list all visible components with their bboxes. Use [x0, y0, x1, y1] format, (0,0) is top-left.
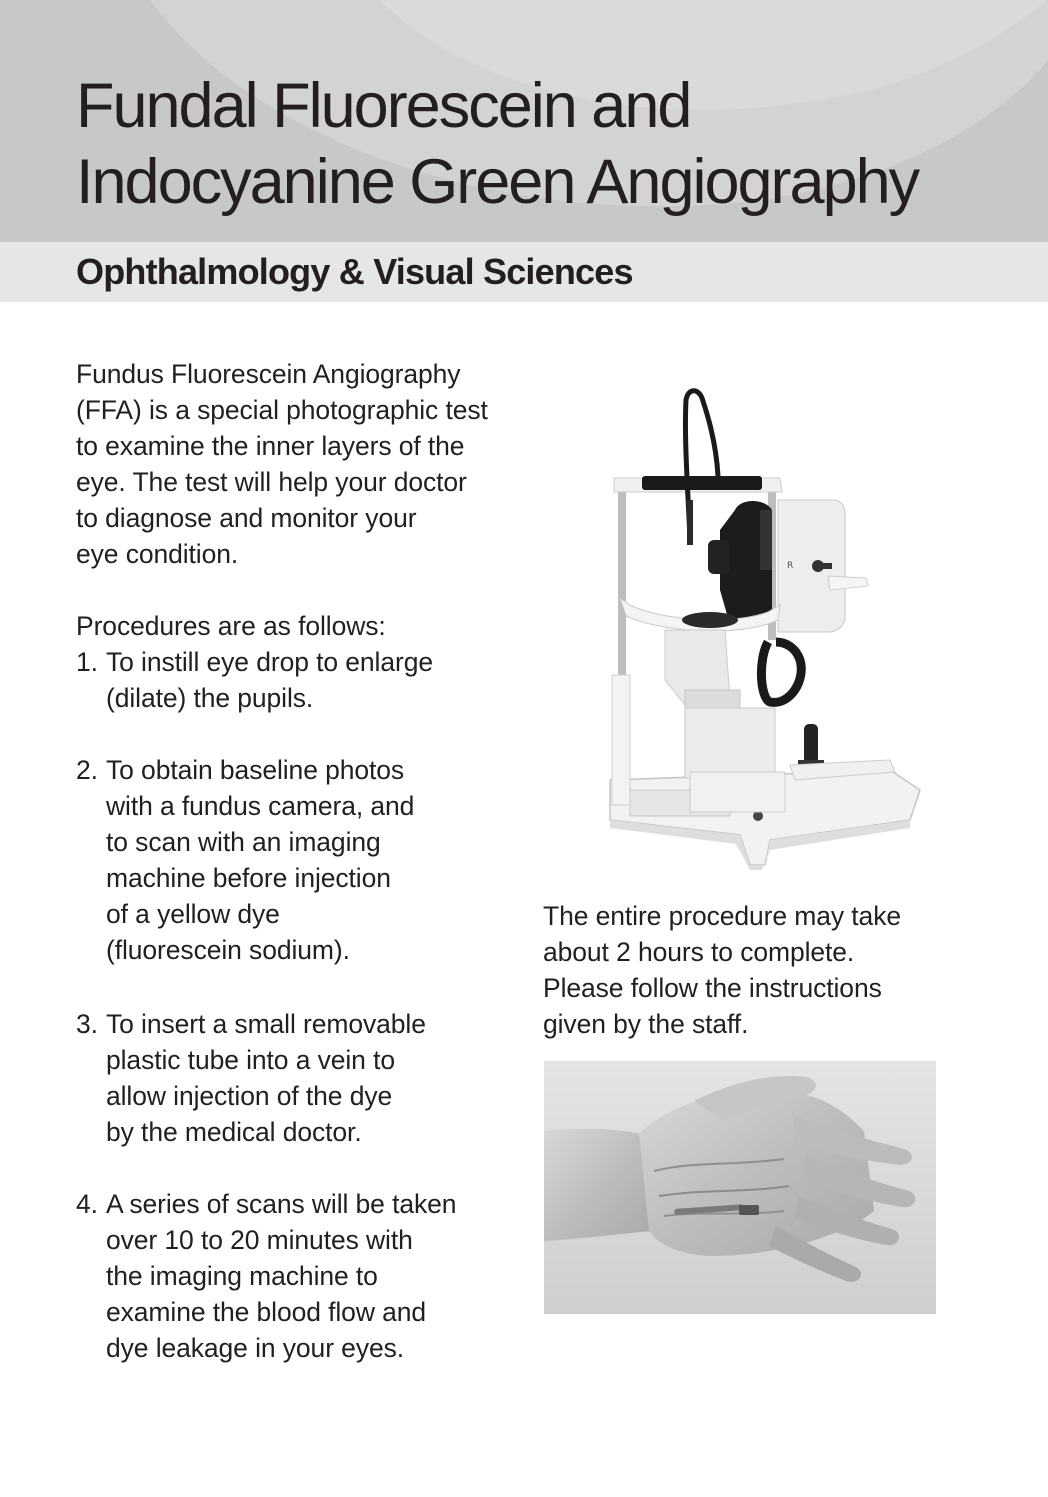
procedure-number: 4. [76, 1189, 98, 1219]
intro-line: to diagnose and monitor your [76, 503, 417, 533]
procedures-list [76, 644, 516, 1366]
machine-side-label: R [787, 561, 794, 571]
intro-line: eye. The test will help your doctor [76, 467, 467, 497]
note-line: given by the staff. [543, 1009, 749, 1039]
procedure-line: dye leakage in your eyes. [106, 1333, 405, 1363]
procedure-line: by the medical doctor. [106, 1117, 362, 1147]
procedure-line: allow injection of the dye [106, 1081, 393, 1111]
hand-illustration [544, 1061, 936, 1314]
procedure-number: 2. [76, 755, 98, 785]
hand-cannula-photo [544, 1061, 936, 1314]
procedure-line: To instill eye drop to enlarge [106, 647, 433, 677]
intro-paragraph [76, 356, 516, 572]
procedure-line: A series of scans will be taken [106, 1189, 457, 1219]
procedure-line: with a fundus camera, and [106, 791, 415, 821]
title-line-2: Indocyanine Green Angiography [76, 147, 919, 217]
title-line-1: Fundal Fluorescein and [76, 71, 691, 141]
page-title [76, 68, 918, 220]
procedure-line: To obtain baseline photos [106, 755, 405, 785]
procedure-line: to scan with an imaging [106, 827, 381, 857]
note-line: The entire procedure may take [543, 901, 901, 931]
intro-line: (FFA) is a special photographic test [76, 395, 488, 425]
intro-line: Fundus Fluorescein Angiography [76, 359, 461, 389]
procedure-line: the imaging machine to [106, 1261, 378, 1291]
intro-line: eye condition. [76, 539, 239, 569]
fundus-camera-image [590, 380, 930, 870]
procedure-number: 3. [76, 1009, 98, 1039]
procedure-line: machine before injection [106, 863, 391, 893]
procedure-item-1 [76, 644, 516, 716]
procedure-line: (fluorescein sodium). [106, 935, 350, 965]
procedure-duration-note [543, 898, 963, 1042]
procedure-line: examine the blood flow and [106, 1297, 427, 1327]
procedure-line: of a yellow dye [106, 899, 280, 929]
procedure-number: 1. [76, 647, 98, 677]
procedure-line: plastic tube into a vein to [106, 1045, 395, 1075]
procedure-item-3 [76, 1006, 516, 1150]
procedure-line: (dilate) the pupils. [106, 683, 314, 713]
note-line: about 2 hours to complete. [543, 937, 855, 967]
procedure-line: To insert a small removable [106, 1009, 426, 1039]
procedure-item-2 [76, 752, 516, 968]
procedures-heading: Procedures are as follows: [76, 611, 386, 641]
procedure-line: over 10 to 20 minutes with [106, 1225, 413, 1255]
note-line: Please follow the instructions [543, 973, 882, 1003]
procedure-item-4 [76, 1186, 516, 1366]
department-subtitle: Ophthalmology & Visual Sciences [76, 251, 633, 292]
intro-line: to examine the inner layers of the [76, 431, 465, 461]
